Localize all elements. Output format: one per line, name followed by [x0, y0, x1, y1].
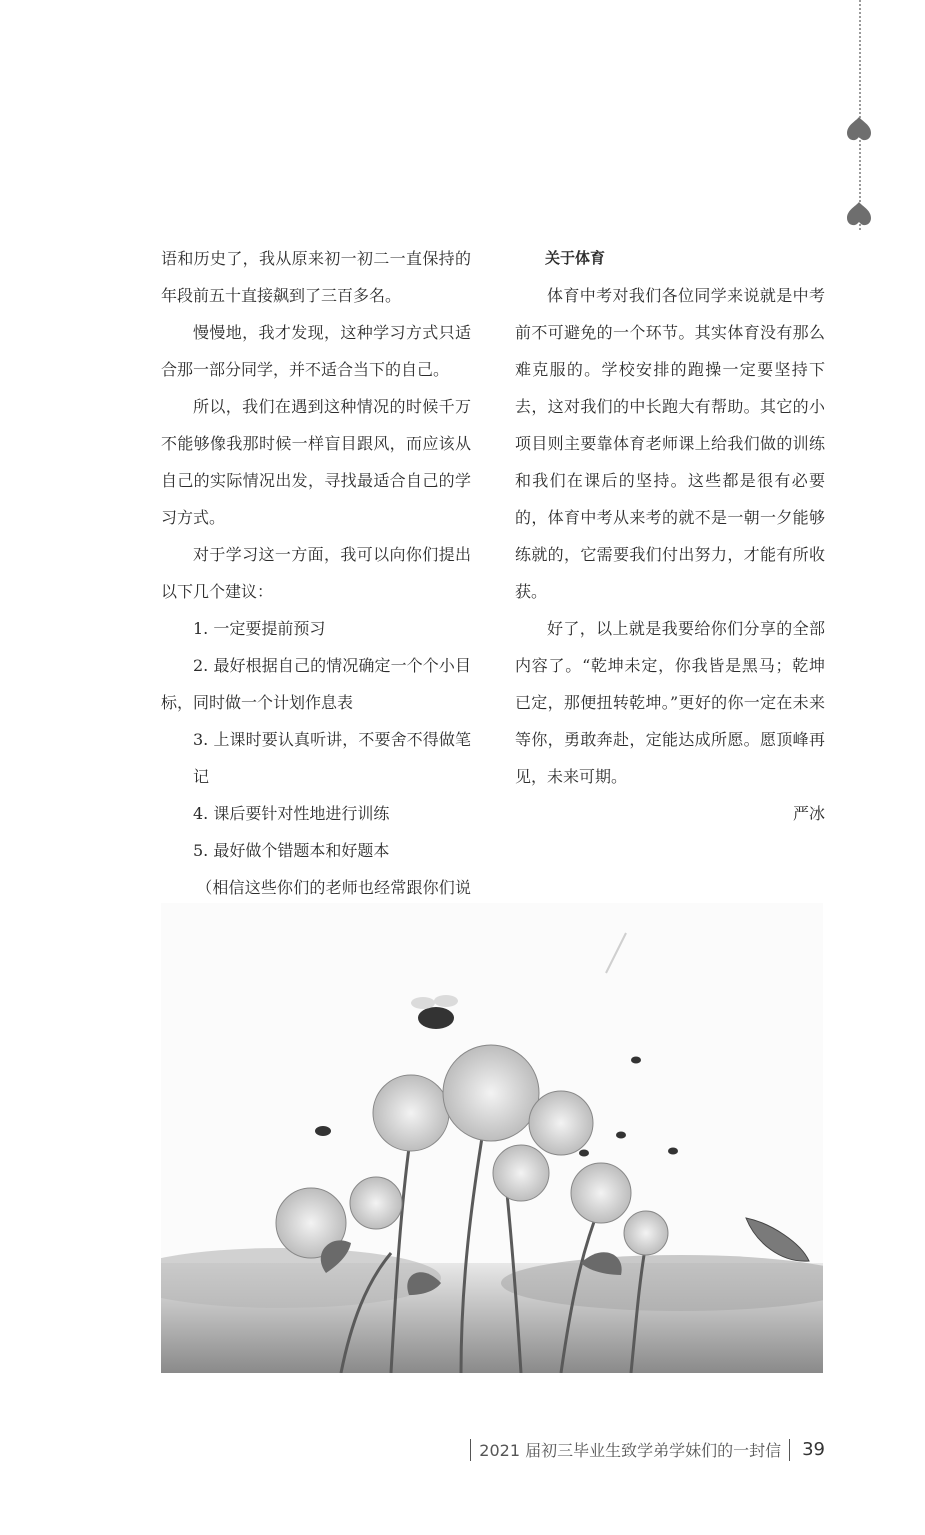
right-column [515, 240, 825, 832]
list-item: 3. 上课时要认真听讲，不要舍不得做笔记 [193, 730, 471, 786]
list-item: 2. 最好根据自己的情况确定一个个小目标，同时做一个计划作息表 [161, 656, 471, 712]
note: （相信这些你们的老师也经常跟你们说 [196, 878, 471, 897]
paragraph: 好了，以上就是我要给你们分享的全部内容了。“乾坤未定，你我皆是黑马；乾坤已定，那便扭转乾坤。”更好的你一定在未来等你，勇敢奔赴，定能达成所愿。愿顶峰再见，未来可期。 [515, 619, 825, 786]
divider [470, 1439, 471, 1461]
paragraph: 体育中考对我们各位同学来说就是中考前不可避免的一个环节。其实体育没有那么难克服的。学校安排的跑操一定要坚持下去，这对我们的中长跑大有帮助。其它的小项目则主要靠体育老师课上给我们做的训练和我们在课后的坚持。这些都是很有必要的，体育中考从来考的就不是一朝一夕能够练就的，它需要我们付出努力，才能有所收获。 [515, 286, 825, 601]
rapeseed-flowers-bees-illustration [161, 903, 823, 1373]
signature: 严冰 [792, 804, 825, 823]
section-heading: 关于体育 [545, 249, 606, 267]
footer-title: 2021 届初三毕业生致学弟学妹们的一封信 [479, 1441, 782, 1460]
divider [789, 1439, 790, 1461]
page-number: 39 [802, 1439, 825, 1460]
list-item: 4. 课后要针对性地进行训练 [193, 804, 390, 823]
paragraph: 语和历史了，我从原来初一初二一直保持的年段前五十直接飙到了三百多名。 [161, 249, 471, 305]
list-item: 1. 一定要提前预习 [193, 619, 326, 638]
heart-icon [843, 115, 875, 145]
paragraph: 慢慢地，我才发现，这种学习方式只适合那一部分同学，并不适合当下的自己。 [161, 323, 471, 379]
heart-icon [843, 200, 875, 230]
paragraph: 所以，我们在遇到这种情况的时候千万不能够像我那时候一样盲目跟风，而应该从自己的实际情况出发，寻找最适合自己的学习方式。 [161, 397, 471, 527]
page-footer [462, 1438, 825, 1461]
paragraph: 对于学习这一方面，我可以向你们提出以下几个建议： [161, 545, 471, 601]
list-item: 5. 最好做个错题本和好题本 [193, 841, 390, 860]
left-column [161, 240, 471, 943]
